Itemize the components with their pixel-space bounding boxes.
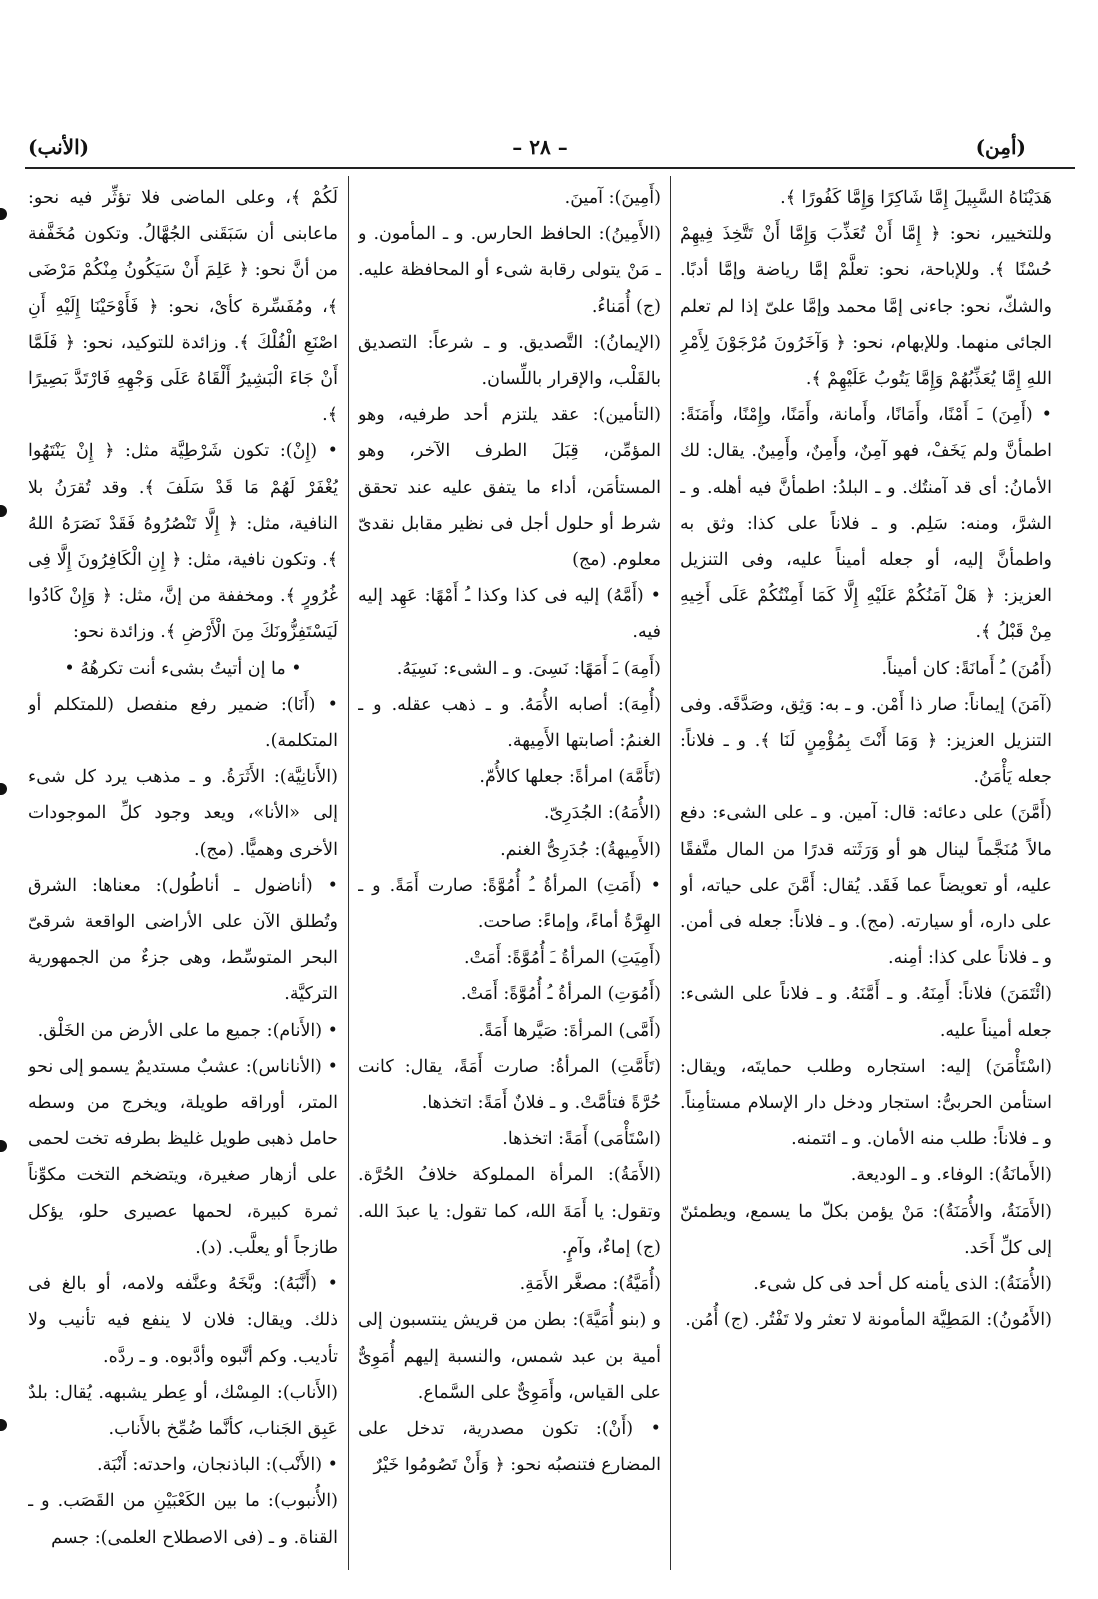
entry-paragraph: • (الأَنْب): الباذنجان، واحدته: أَنْبَة.: [96, 1455, 338, 1476]
binding-mark: [0, 1140, 7, 1152]
header-rule: [25, 167, 1075, 169]
entry-paragraph: • (أناضول ـ أناطُول): معناها: الشرق وتُطلق الآن على الأراضى الواقعة شرقىّ البحر المتوسِّط، وهى جزءٌ من الجمهورية التركيَّة.: [28, 875, 338, 1005]
entry-paragraph: • (أَنَا): ضمير رفع منفصل (للمتكلم أو المتكلمة).: [28, 694, 338, 752]
text-column-left: [28, 180, 338, 1560]
entry-paragraph: (تَأَمَّهَ) امرأةً: جعلها كالأُمّ.: [479, 767, 661, 788]
entry-paragraph: • (أَمَتِ) المرأةُ ـُ أُمُوَّةً: صارت أَمَةً. و ـ الهِرَّةُ أماءً، وإماءً: صاحت.: [358, 875, 661, 933]
entry-paragraph: (اسْتَأْمَى) أَمَةً: اتخذها.: [502, 1129, 661, 1150]
text-column-right: [680, 180, 1052, 1560]
binding-mark: [0, 208, 7, 220]
binding-mark: [0, 783, 7, 795]
entry-paragraph: (الأَمِينُ): الحافظ الحارس. و ـ المأمون. و ـ مَنْ يتولى رقابة شىء أو المحافظة عليه. (ج) أُمَناءُ.: [358, 224, 661, 317]
column-divider: [670, 176, 671, 1570]
binding-mark: [0, 1419, 7, 1431]
entry-paragraph: (الأُنبوب): ما بين الكَعْبَيْنِ من القَصَب. و ـ القناة. و ـ (فى الاصطلاح العلمى): جسم: [28, 1491, 338, 1548]
entry-paragraph: (أَمِينَ): آمينَ.: [564, 188, 661, 208]
entry-paragraph: و (بنو أُمَيَّةَ): بطن من قريش ينتسبون إلى أمية بن عبد شمس، والنسبة إليهم أُمَوِىٌّ على القياس، وأَمَوِىٌّ على السَّماع.: [358, 1310, 661, 1403]
entry-paragraph: (الأَمانَةُ): الوفاء. و ـ الوديعة.: [850, 1165, 1052, 1186]
entry-paragraph: • (أَنَّبَهُ): وبَّخَهُ وعنَّفه ولامه، أو بالغ فى ذلك. ويقال: فلان لا ينفع فيه تأنيب ولا تأديب. وكم أنَّبوه وأدَّبوه. و ـ ردَّه.: [28, 1274, 338, 1367]
binding-mark: [0, 505, 7, 517]
entry-paragraph: (الأُمَهُ): الجُدَرِىّ.: [543, 803, 661, 824]
entry-paragraph: وللتخيير، نحو: ﴿ إِمَّا أَنْ تُعَذِّبَ وَإِمَّا أَنْ تَتَّخِذَ فِيهِمْ حُسْنًا ﴾. وللإباحة، نحو: تعلَّمْ إمَّا رياضة وإمَّا أدبًا. والشكّ، نحو: جاءنى إمَّا محمد وإمَّا علىّ إذا لم تعلم الجائى منهما. وللإبهام، نحو: ﴿ وَآخَرُونَ مُرْجَوْنَ لِأَمْرِ اللهِ إِمَّا يُعَذِّبُهُمْ وَإِمَّا يَتُوبُ عَلَيْهِمْ ﴾.: [680, 224, 1052, 390]
running-head-right: (أمِن): [975, 135, 1026, 159]
entry-paragraph: (أَمَّنَ) على دعائه: قال: آمين. و ـ على الشىء: دفع مالاً مُنَجَّماً لينال هو أو وَرَثَته قدرًا من المال متَّفقًا عليه، أو تعويضاً عما فَقَد. يُقال: أَمَّنَ على حياته، أو على داره، أو سيارته. (مج). و ـ فلاناً: جعله فى أمن. و ـ فلاناً على كذا: أمِنه.: [680, 803, 1052, 969]
entry-paragraph: (أَمِيَتِ) المرأةُ ـَ أُمُوَّةً: أَمَتْ.: [463, 948, 661, 969]
entry-paragraph: (أُمَيَّةُ): مصغَّر الأَمَةِ.: [519, 1274, 661, 1295]
text-column-middle: [358, 180, 661, 1560]
entry-paragraph: (التأمين): عقد يلتزم أحد طرفيه، وهو المؤمِّن، قِبَلَ الطرف الآخر، وهو المستأمَن، أداء ما يتفق عليه عند تحقق شرط أو حلول أجل فى نظير مقابل نقدىّ معلوم. (مج): [358, 405, 661, 571]
entry-paragraph: • (إِنْ): تكون شَرْطِيَّة مثل: ﴿ إِنْ يَنْتَهُوا يُغْفَرْ لَهُمْ مَا قَدْ سَلَفَ ﴾. وقد تُقرَنُ بلا النافية، مثل: ﴿ إِلَّا تَنْصُرُوهُ فَقَدْ نَصَرَهُ اللهُ ﴾. وتكون نافية، مثل: ﴿ إِنِ الْكَافِرُونَ إِلَّا فِى غُرُورٍ ﴾. ومخففة من إنَّ، مثل: ﴿ وَإِنْ كَادُوا لَيَسْتَفِزُّونَكَ مِنَ الْأَرْضِ ﴾. وزائدة نحو:: [28, 441, 338, 643]
entry-paragraph: (آمَنَ) إيماناً: صار ذا أَمْن. و ـ به: وَثِق، وصَدَّقَه. وفى التنزيل العزيز: ﴿ وَمَا أَنْتَ بِمُؤْمِنٍ لَنَا ﴾. و ـ فلاناً: جعله يَأْمَنُ.: [680, 694, 1052, 788]
entry-paragraph: (اسْتَأْمَنَ) إليه: استجاره وطلب حمايتَه، ويقال: استأمن الحربىُّ: استجار ودخل دار الإسلام مستأمِناً. و ـ فلاناً: طلب منه الأمان. و ـ ائتمنه.: [680, 1056, 1052, 1150]
page-number: – ٢٨ –: [512, 135, 568, 159]
column-divider: [348, 176, 349, 1570]
entry-paragraph: (الأَنانِيَّة): الأَثَرَةُ. و ـ مذهب يرد كل شىء إلى «الأنا»، ويعد وجود كلِّ الموجودات الأخرى وهميًّا. (مج).: [28, 767, 338, 860]
entry-paragraph: (الأَمَنَةُ، والأُمَنَةُ): مَنْ يؤمن بكلّ ما يسمع، ويطمئنّ إلى كلِّ أَحَد.: [680, 1201, 1052, 1258]
entry-paragraph: (الأَمِيهةُ): جُدَرِىُّ الغنم.: [500, 839, 661, 860]
verse-line: • ما إن أتيتُ بشىء أنت تكرهُهُ •: [64, 658, 302, 679]
entry-paragraph: (الأَمُونُ): المَطِيَّة المأمونة لا تعثر ولا تَفْتُر. (ج) أُمُن.: [685, 1310, 1052, 1331]
entry-paragraph: • (أَمَّهُ) إليه فى كذا وكذا ـُ أَمْهًا: عَهِد إليه فيه.: [358, 586, 661, 643]
entry-paragraph: (أَمِهَ) ـَ أَمَهًا: نَسِىَ. و ـ الشىء: نَسِيَهُ.: [396, 658, 661, 679]
entry-paragraph: (الأَمَةُ): المرأة المملوكة خلافُ الحُرَّة. وتقول: يا أَمَةَ الله، كما تقول: يا عبدَ الله. (ج) إماءٌ، وآمٍ.: [358, 1165, 661, 1258]
entry-paragraph: (أُمِهَ): أصابه الأُمَهُ. و ـ ذهب عقله. و ـ الغنمُ: أصابتها الأَمِيهة.: [358, 694, 661, 752]
entry-paragraph: • (أَنْ): تكون مصدرية، تدخل على المضارع فتنصبُه نحو: ﴿ وَأَنْ تَصُومُوا خَيْرٌ: [358, 1418, 661, 1476]
entry-paragraph: لَكُمْ ﴾، وعلى الماضى فلا تؤثِّر فيه نحو: ماعابنى أن سَبَقَنى الجُهَّالُ. وتكون مُخَفَّفة من أنَّ نحو: ﴿ عَلِمَ أَنْ سَيَكُونُ مِنْكُمْ مَرْضَى ﴾، ومُفَسِّرة كأىْ، نحو: ﴿ فَأَوْحَيْنَا إِلَيْهِ أَنِ اصْنَعِ الْفُلْكَ ﴾. وزائدة للتوكيد، نحو: ﴿ فَلَمَّا أَنْ جَاءَ الْبَشِيرُ أَلْقَاهُ عَلَى وَجْهِهِ فَارْتَدَّ بَصِيرًا ﴾.: [28, 188, 338, 426]
entry-paragraph: • (أَمِنَ) ـَ أَمْنًا، وأَمَانًا، وأَمانة، وأَمَنًا، وإِمْنًا، وأَمَنَةً: اطمأنَّ ولم يَخَفْ، فهو آمِنٌ، وأَمِنٌ، وأَمِينٌ. يقال: لك الأمانُ: أى قد آمنتُك. و ـ البلدُ: اطمأنَّ فيه أهله. و ـ الشرَّ، ومنه: سَلِم. و ـ فلاناً على كذا: وثق به واطمأنَّ إليه، أو جعله أميناً عليه، وفى التنزيل العزيز: ﴿ هَلْ آمَنُكُمْ عَلَيْهِ إِلَّا كَمَا أَمِنْتُكُمْ عَلَى أَخِيهِ مِنْ قَبْلُ ﴾.: [680, 405, 1052, 643]
entry-paragraph: (الإيمانُ): التَّصديق. و ـ شرعاً: التصديق بالقَلْب، والإقرار باللِّسان.: [358, 332, 661, 390]
entry-paragraph: (أَمُنَ) ـُ أَمانَةً: كان أميناً.: [881, 658, 1052, 679]
entry-paragraph: (الأَناب): المِسْك، أو عِطر يشبهه. يُقال: بلدٌ عَبِق الجَناب، كأنَّما ضُمِّخ بالأَناب.: [28, 1382, 338, 1439]
entry-paragraph: • (الأناناس): عشبٌ مستديمٌ يسمو إلى نحو المتر، أوراقه طويلة، ويخرج من وسطه حامل ذهبى طويل غليظ بطرفه تخت لحمى على أزهار صغيرة، ويتضخم التخت مكوِّناً ثمرة كبيرة، لحمها عصيرى حلو، يؤكل طازجاً أو يعلَّب. (د).: [28, 1056, 338, 1258]
running-head-left: (الأنب): [28, 135, 90, 159]
entry-paragraph: هَدَيْنَاهُ السَّبِيلَ إِمَّا شَاكِرًا وَإِمَّا كَفُورًا ﴾.: [780, 188, 1052, 208]
entry-paragraph: (أَمُوَتِ) المرأةُ ـُ أُمُوَّةً: أَمَتْ.: [460, 984, 661, 1005]
entry-paragraph: (الأُمَنَةُ): الذى يأمنه كل أحد فى كل شىء.: [753, 1274, 1052, 1295]
entry-paragraph: (تَأَمَّتِ) المرأةُ: صارت أَمَةً، يقال: كانت حُرَّةً فتأمَّتْ. و ـ فلانٌ أَمَةً: اتخذها.: [358, 1056, 661, 1114]
entry-paragraph: (ائْتَمَنَ) فلاناً: أَمِنَهُ. و ـ أَمَّنَهُ. و ـ فلاناً على الشىء: جعله أميناً عليه.: [680, 984, 1052, 1041]
entry-paragraph: (أَمَّى) المرأةَ: صَيَّرها أَمَةً.: [478, 1020, 661, 1041]
entry-paragraph: • (الأَنام): جميع ما على الأرض من الخَلْق.: [37, 1020, 338, 1041]
